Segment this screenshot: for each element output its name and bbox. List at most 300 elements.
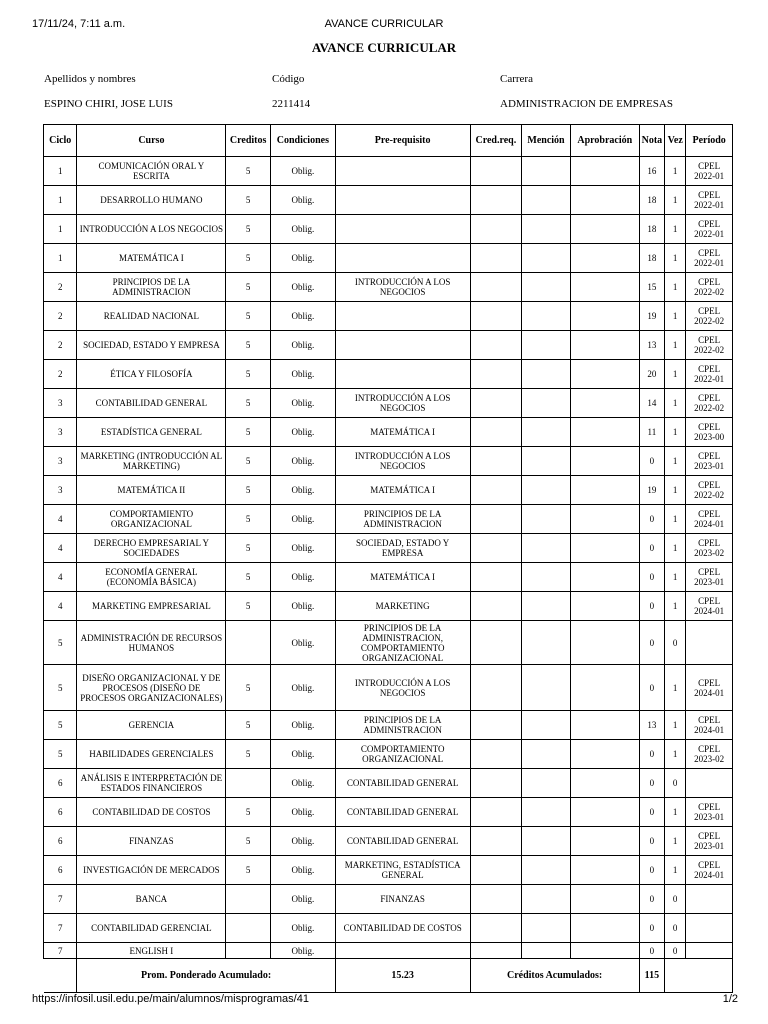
cell-ciclo: 3 [44,476,77,505]
cell-creditos: 5 [226,476,271,505]
cell-mencion [522,769,571,798]
cell-mencion [522,476,571,505]
cell-vez: 0 [665,621,686,665]
cell-periodo: CPEL 2023-01 [686,798,733,827]
cell-curso: MATEMÁTICA I [77,244,226,273]
cell-aprobacion [570,215,639,244]
cell-curso: DISEÑO ORGANIZACIONAL Y DE PROCESOS (DISEÑO DE PROCESOS ORGANIZACIONALES) [77,665,226,711]
cell-condiciones: Oblig. [270,389,335,418]
cell-aprobacion [570,885,639,914]
cell-aprobacion [570,592,639,621]
cell-curso: COMUNICACIÓN ORAL Y ESCRITA [77,157,226,186]
cell-periodo: CPEL 2022-01 [686,215,733,244]
cell-nota: 0 [639,827,664,856]
table-row [44,244,733,273]
cell-prereq: FINANZAS [335,885,470,914]
cell-aprobacion [570,856,639,885]
cell-mencion [522,856,571,885]
cell-prereq [335,943,470,959]
cell-mencion [522,360,571,389]
header-mencion: Mención [522,125,571,157]
table-row [44,447,733,476]
table-row [44,360,733,389]
cell-vez: 0 [665,885,686,914]
prom-value: 15.23 [335,959,470,993]
cell-vez: 1 [665,711,686,740]
table-row [44,914,733,943]
cell-mencion [522,244,571,273]
cell-vez: 1 [665,505,686,534]
cell-condiciones: Oblig. [270,769,335,798]
cell-credreq [470,505,522,534]
document-title: AVANCE CURRICULAR [311,40,457,55]
cell-creditos: 5 [226,418,271,447]
cell-aprobacion [570,740,639,769]
cell-ciclo: 6 [44,769,77,798]
cell-creditos: 5 [226,331,271,360]
print-page-number: 1/2 [722,993,738,1005]
cell-creditos: 5 [226,534,271,563]
student-career: ADMINISTRACION DE EMPRESAS [500,98,673,110]
cell-credreq [470,943,522,959]
table-row [44,476,733,505]
cell-creditos [226,914,271,943]
cell-curso: DERECHO EMPRESARIAL Y SOCIEDADES [77,534,226,563]
cell-nota: 0 [639,621,664,665]
cell-aprobacion [570,360,639,389]
cell-aprobacion [570,273,639,302]
cell-periodo: CPEL 2022-02 [686,476,733,505]
cell-condiciones: Oblig. [270,273,335,302]
cell-curso: HABILIDADES GERENCIALES [77,740,226,769]
cell-curso: ECONOMÍA GENERAL (ECONOMÍA BÁSICA) [77,563,226,592]
cell-vez: 1 [665,273,686,302]
cell-condiciones: Oblig. [270,157,335,186]
cell-condiciones: Oblig. [270,331,335,360]
cell-periodo: CPEL 2023-01 [686,563,733,592]
cell-creditos: 5 [226,798,271,827]
cell-ciclo: 6 [44,856,77,885]
table-row [44,273,733,302]
cell-ciclo: 5 [44,665,77,711]
cell-curso: ÉTICA Y FILOSOFÍA [77,360,226,389]
cell-vez: 0 [665,914,686,943]
cell-credreq [470,665,522,711]
cell-curso: CONTABILIDAD GENERAL [77,389,226,418]
cell-mencion [522,157,571,186]
cell-condiciones: Oblig. [270,827,335,856]
cell-prereq: MARKETING [335,592,470,621]
cell-nota: 0 [639,665,664,711]
table-row [44,157,733,186]
cell-credreq [470,740,522,769]
header-condiciones: Condiciones [270,125,335,157]
cell-nota: 0 [639,563,664,592]
table-row [44,563,733,592]
cell-aprobacion [570,798,639,827]
cell-vez: 1 [665,856,686,885]
cell-curso: CONTABILIDAD DE COSTOS [77,798,226,827]
cell-credreq [470,389,522,418]
table-row [44,621,733,665]
print-page-title: AVANCE CURRICULAR [324,18,444,30]
cell-vez: 0 [665,769,686,798]
header-credreq: Cred.req. [470,125,522,157]
cell-nota: 18 [639,215,664,244]
table-row [44,418,733,447]
cell-nota: 0 [639,769,664,798]
cell-condiciones: Oblig. [270,418,335,447]
cell-nota: 0 [639,740,664,769]
cell-nota: 0 [639,447,664,476]
cell-credreq [470,302,522,331]
cell-creditos [226,885,271,914]
cell-prereq: INTRODUCCIÓN A LOS NEGOCIOS [335,447,470,476]
cell-prereq [335,157,470,186]
cell-ciclo: 4 [44,592,77,621]
cell-nota: 0 [639,798,664,827]
cell-ciclo: 1 [44,244,77,273]
cell-mencion [522,447,571,476]
cell-prereq [335,186,470,215]
cell-periodo: CPEL 2024-01 [686,665,733,711]
cell-prereq: CONTABILIDAD DE COSTOS [335,914,470,943]
cell-prereq: SOCIEDAD, ESTADO Y EMPRESA [335,534,470,563]
cell-vez: 1 [665,563,686,592]
table-row [44,711,733,740]
summary-row [44,959,733,993]
cell-ciclo: 5 [44,740,77,769]
cell-credreq [470,856,522,885]
cell-credreq [470,476,522,505]
cell-mencion [522,215,571,244]
cell-credreq [470,769,522,798]
cell-ciclo: 7 [44,885,77,914]
cell-mencion [522,331,571,360]
cell-condiciones: Oblig. [270,943,335,959]
cell-curso: COMPORTAMIENTO ORGANIZACIONAL [77,505,226,534]
cell-aprobacion [570,711,639,740]
cell-prereq: INTRODUCCIÓN A LOS NEGOCIOS [335,273,470,302]
cell-credreq [470,711,522,740]
cell-nota: 16 [639,157,664,186]
cell-curso: ENGLISH I [77,943,226,959]
cell-curso: REALIDAD NACIONAL [77,302,226,331]
cell-creditos [226,943,271,959]
cell-aprobacion [570,389,639,418]
cell-mencion [522,505,571,534]
cell-periodo: CPEL 2022-01 [686,360,733,389]
cell-aprobacion [570,534,639,563]
cell-condiciones: Oblig. [270,592,335,621]
table-row [44,592,733,621]
cell-periodo: CPEL 2022-01 [686,186,733,215]
cell-curso: PRINCIPIOS DE LA ADMINISTRACION [77,273,226,302]
cell-credreq [470,592,522,621]
cell-condiciones: Oblig. [270,244,335,273]
cell-aprobacion [570,769,639,798]
cell-creditos: 5 [226,711,271,740]
cell-ciclo: 7 [44,914,77,943]
cell-curso: ANÁLISIS E INTERPRETACIÓN DE ESTADOS FINANCIEROS [77,769,226,798]
table-row [44,740,733,769]
cell-ciclo: 4 [44,505,77,534]
cell-aprobacion [570,447,639,476]
cell-credreq [470,215,522,244]
summary-spacer [44,959,77,993]
cell-ciclo: 7 [44,943,77,959]
cred-label: Créditos Acumulados: [470,959,639,993]
cell-vez: 1 [665,534,686,563]
cell-ciclo: 5 [44,621,77,665]
cell-credreq [470,534,522,563]
table-row [44,856,733,885]
cell-nota: 15 [639,273,664,302]
cell-condiciones: Oblig. [270,302,335,331]
table-row [44,885,733,914]
cell-prereq [335,244,470,273]
cell-periodo [686,885,733,914]
cell-vez: 1 [665,331,686,360]
cred-value: 115 [639,959,664,993]
table-row [44,943,733,959]
cell-prereq: MATEMÁTICA I [335,476,470,505]
cell-periodo: CPEL 2023-02 [686,534,733,563]
cell-credreq [470,418,522,447]
cell-creditos: 5 [226,157,271,186]
table-row [44,215,733,244]
header-curso: Curso [77,125,226,157]
prom-label: Prom. Ponderado Acumulado: [77,959,335,993]
print-header [0,14,768,32]
table-row [44,302,733,331]
header-periodo: Período [686,125,733,157]
cell-creditos: 5 [226,505,271,534]
cell-nota: 13 [639,711,664,740]
cell-ciclo: 2 [44,273,77,302]
cell-mencion [522,534,571,563]
header-ciclo: Ciclo [44,125,77,157]
cell-prereq [335,302,470,331]
cell-aprobacion [570,621,639,665]
cell-nota: 0 [639,534,664,563]
table-row [44,798,733,827]
cell-curso: CONTABILIDAD GERENCIAL [77,914,226,943]
cell-condiciones: Oblig. [270,476,335,505]
cell-condiciones: Oblig. [270,798,335,827]
cell-curso: MATEMÁTICA II [77,476,226,505]
cell-creditos: 5 [226,827,271,856]
header-vez: Vez [665,125,686,157]
cell-nota: 19 [639,476,664,505]
cell-nota: 11 [639,418,664,447]
cell-ciclo: 5 [44,711,77,740]
cell-creditos: 5 [226,215,271,244]
cell-curso: INTRODUCCIÓN A LOS NEGOCIOS [77,215,226,244]
cell-ciclo: 1 [44,215,77,244]
cell-vez: 1 [665,827,686,856]
career-label: Carrera [500,73,533,85]
cell-nota: 0 [639,914,664,943]
cell-creditos: 5 [226,447,271,476]
table-row [44,186,733,215]
cell-periodo: CPEL 2022-02 [686,302,733,331]
cell-condiciones: Oblig. [270,186,335,215]
cell-nota: 18 [639,244,664,273]
cell-mencion [522,798,571,827]
cell-vez: 1 [665,798,686,827]
cell-creditos: 5 [226,273,271,302]
cell-condiciones: Oblig. [270,885,335,914]
cell-curso: MARKETING (INTRODUCCIÓN AL MARKETING) [77,447,226,476]
cell-curso: GERENCIA [77,711,226,740]
cell-creditos: 5 [226,360,271,389]
cell-nota: 0 [639,885,664,914]
cell-aprobacion [570,418,639,447]
cell-aprobacion [570,476,639,505]
cell-ciclo: 2 [44,302,77,331]
cell-periodo [686,769,733,798]
table-row [44,827,733,856]
cell-mencion [522,827,571,856]
cell-vez: 1 [665,740,686,769]
cell-vez: 1 [665,186,686,215]
cell-credreq [470,157,522,186]
cell-credreq [470,798,522,827]
cell-periodo: CPEL 2022-02 [686,331,733,360]
cell-prereq: INTRODUCCIÓN A LOS NEGOCIOS [335,389,470,418]
name-label: Apellidos y nombres [44,73,136,85]
cell-credreq [470,186,522,215]
cell-periodo: CPEL 2022-01 [686,244,733,273]
cell-curso: DESARROLLO HUMANO [77,186,226,215]
cell-periodo: CPEL 2024-01 [686,505,733,534]
cell-curso: BANCA [77,885,226,914]
print-datetime: 17/11/24, 7:11 a.m. [32,18,126,30]
summary-tail [665,959,733,993]
cell-curso: MARKETING EMPRESARIAL [77,592,226,621]
cell-ciclo: 3 [44,447,77,476]
cell-aprobacion [570,943,639,959]
cell-prereq: MARKETING, ESTADÍSTICA GENERAL [335,856,470,885]
cell-ciclo: 3 [44,389,77,418]
header-aprobacion: Aprobración [570,125,639,157]
cell-vez: 0 [665,943,686,959]
header-creditos: Creditos [226,125,271,157]
cell-creditos: 5 [226,592,271,621]
cell-condiciones: Oblig. [270,856,335,885]
table-row [44,331,733,360]
table-row [44,505,733,534]
cell-periodo: CPEL 2022-01 [686,157,733,186]
cell-ciclo: 4 [44,534,77,563]
cell-periodo: CPEL 2023-01 [686,827,733,856]
cell-mencion [522,711,571,740]
cell-vez: 1 [665,592,686,621]
cell-credreq [470,914,522,943]
cell-mencion [522,621,571,665]
cell-condiciones: Oblig. [270,215,335,244]
header-prerequisito: Pre-requisito [335,125,470,157]
cell-nota: 0 [639,943,664,959]
cell-periodo: CPEL 2024-01 [686,711,733,740]
cell-ciclo: 2 [44,331,77,360]
cell-nota: 0 [639,592,664,621]
cell-aprobacion [570,244,639,273]
cell-mencion [522,885,571,914]
cell-prereq [335,215,470,244]
cell-prereq: PRINCIPIOS DE LA ADMINISTRACION, COMPORTAMIENTO ORGANIZACIONAL [335,621,470,665]
cell-nota: 18 [639,186,664,215]
cell-vez: 1 [665,447,686,476]
cell-ciclo: 3 [44,418,77,447]
cell-prereq: MATEMÁTICA I [335,563,470,592]
cell-creditos: 5 [226,665,271,711]
cell-creditos: 5 [226,740,271,769]
cell-prereq: PRINCIPIOS DE LA ADMINISTRACION [335,711,470,740]
table-header-row [44,125,733,157]
cell-nota: 14 [639,389,664,418]
cell-periodo: CPEL 2022-02 [686,389,733,418]
cell-mencion [522,273,571,302]
cell-condiciones: Oblig. [270,665,335,711]
cell-aprobacion [570,157,639,186]
cell-curso: FINANZAS [77,827,226,856]
cell-credreq [470,563,522,592]
cell-prereq: PRINCIPIOS DE LA ADMINISTRACION [335,505,470,534]
table-row [44,769,733,798]
print-url: https://infosil.usil.edu.pe/main/alumnos/misprogramas/41 [32,993,309,1005]
cell-curso: ESTADÍSTICA GENERAL [77,418,226,447]
cell-periodo: CPEL 2022-02 [686,273,733,302]
cell-mencion [522,302,571,331]
cell-condiciones: Oblig. [270,914,335,943]
cell-mencion [522,389,571,418]
cell-curso: INVESTIGACIÓN DE MERCADOS [77,856,226,885]
cell-condiciones: Oblig. [270,740,335,769]
cell-aprobacion [570,827,639,856]
cell-condiciones: Oblig. [270,711,335,740]
cell-aprobacion [570,186,639,215]
cell-prereq [335,360,470,389]
cell-ciclo: 6 [44,798,77,827]
cell-periodo: CPEL 2023-01 [686,447,733,476]
cell-creditos: 5 [226,389,271,418]
cell-mencion [522,914,571,943]
cell-condiciones: Oblig. [270,621,335,665]
cell-credreq [470,885,522,914]
cell-vez: 1 [665,665,686,711]
code-label: Código [272,73,305,85]
cell-mencion [522,186,571,215]
header-nota: Nota [639,125,664,157]
cell-credreq [470,827,522,856]
cell-vez: 1 [665,418,686,447]
cell-ciclo: 4 [44,563,77,592]
cell-vez: 1 [665,476,686,505]
cell-periodo: CPEL 2024-01 [686,856,733,885]
cell-mencion [522,740,571,769]
curriculum-table [43,124,733,993]
cell-prereq [335,331,470,360]
cell-prereq: CONTABILIDAD GENERAL [335,827,470,856]
cell-condiciones: Oblig. [270,505,335,534]
cell-vez: 1 [665,360,686,389]
table-row [44,534,733,563]
cell-mencion [522,665,571,711]
cell-periodo [686,914,733,943]
cell-prereq: CONTABILIDAD GENERAL [335,769,470,798]
